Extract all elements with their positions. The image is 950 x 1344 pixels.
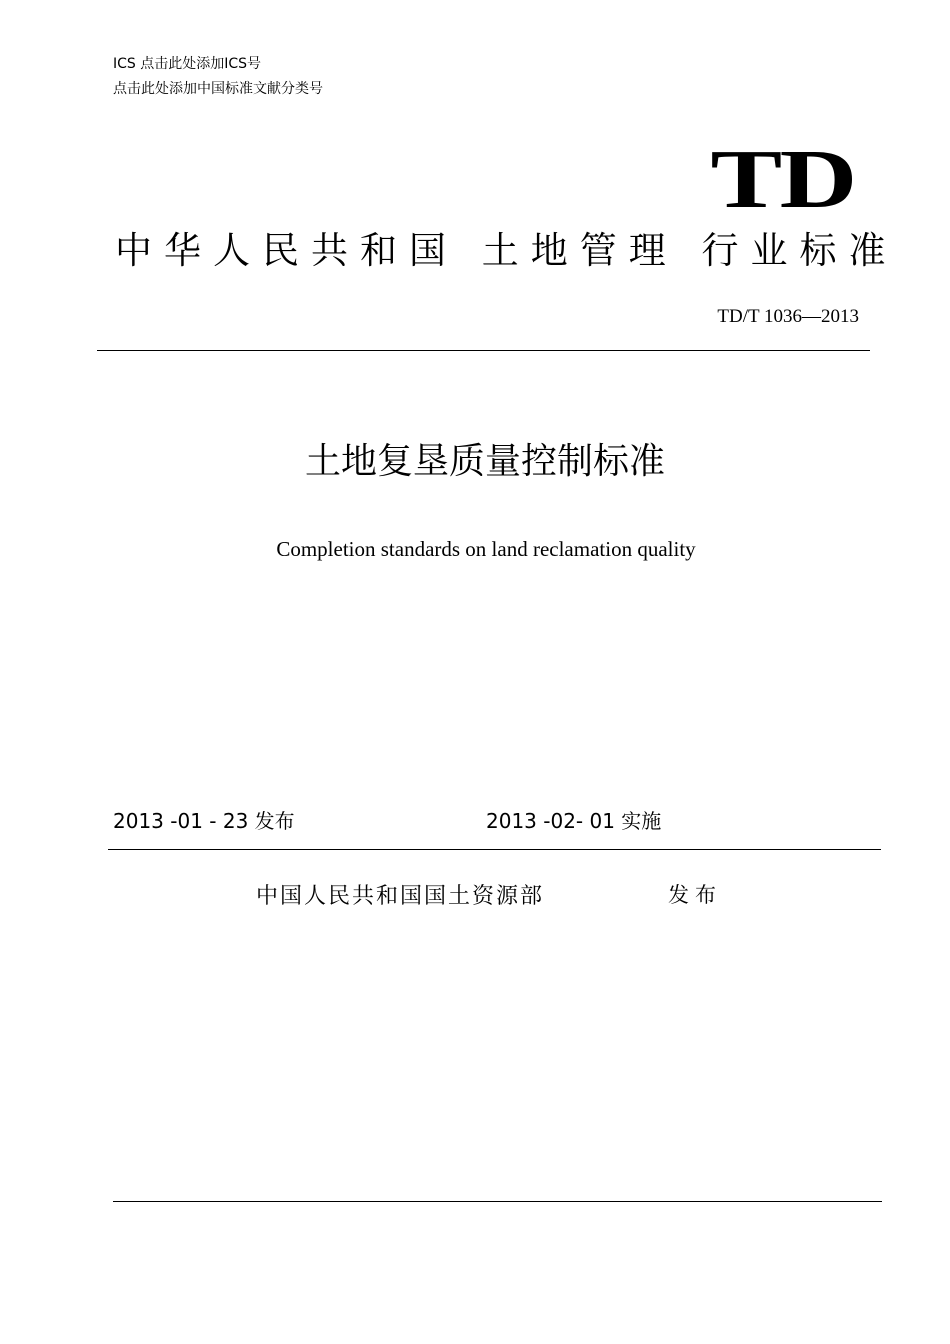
td-logo: TD [710,133,855,226]
document-title-english: Completion standards on land reclamation quality [276,537,696,561]
issuing-authority: 中国人民共和国国土资源部 [256,884,545,909]
standard-number: TD/T 1036—2013 [717,306,859,327]
implementation-date: 2013 -02- 01 实施 [486,809,662,833]
ics-number-line: ICS 点击此处添加ICS号 [113,56,262,72]
publish-date: 2013 -01 - 23 发布 [113,809,295,833]
middle-divider [108,849,881,850]
standard-category-heading: 中华人民共和国 土地管理 行业标准 [115,229,898,272]
bottom-divider [113,1201,882,1202]
classification-number-line: 点击此处添加中国标准文献分类号 [113,81,323,97]
issue-label: 发布 [668,883,722,907]
document-title-chinese: 土地复垦质量控制标准 [304,441,665,482]
top-divider [97,350,870,351]
